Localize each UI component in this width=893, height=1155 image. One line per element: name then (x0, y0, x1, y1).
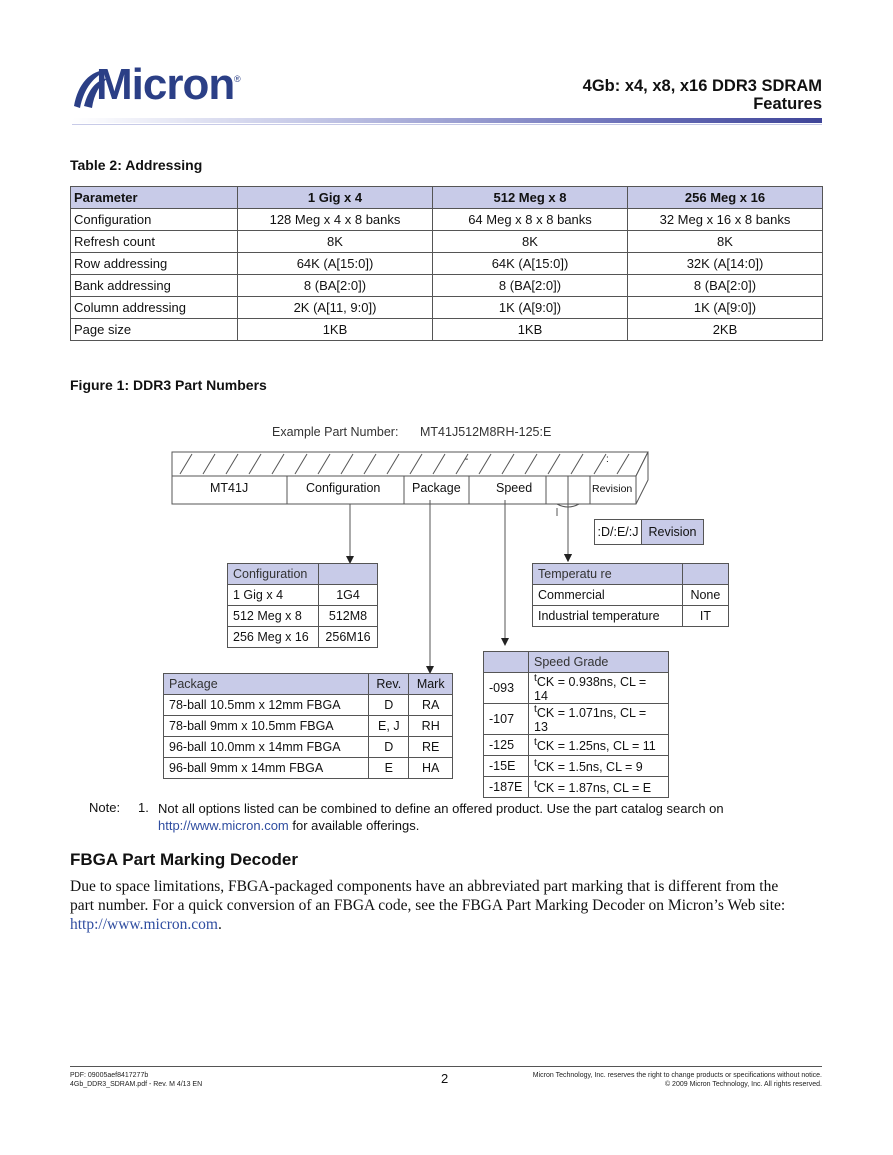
speed-spec: CK = 1.25ns, CL = 11 (536, 739, 656, 754)
logo-registered-mark: ® (234, 74, 241, 84)
table-row (484, 704, 669, 735)
table-cell: RA (409, 695, 453, 716)
table-cell: 96-ball 9mm x 14mm FBGA (164, 758, 369, 779)
paragraph-line (70, 915, 830, 934)
table-cell (529, 704, 669, 735)
note-text-before: Not all options listed can be combined to define an offered product. Use the part catalog search on (158, 801, 724, 816)
table-cell: 32 Meg x 16 x 8 banks (628, 209, 823, 231)
speed-spec: CK = 1.071ns, CL = 13 (534, 706, 647, 735)
table-row (484, 735, 669, 756)
column-header: Rev. (369, 674, 409, 695)
table-row (228, 585, 378, 606)
table-cell: None (682, 585, 728, 606)
table-row (71, 231, 823, 253)
table-cell: 256M16 (319, 627, 378, 648)
revision-codes: :D/:E/:J (595, 520, 642, 544)
table-row (484, 756, 669, 777)
column-header: 256 Meg x 16 (628, 187, 823, 209)
strip-revision: Revision (592, 483, 633, 495)
table-row (71, 275, 823, 297)
table-row (164, 737, 453, 758)
speed-spec: CK = 1.87ns, CL = E (536, 781, 652, 796)
temperature-table (532, 563, 729, 627)
table-row (164, 758, 453, 779)
strip-speed: Speed (496, 481, 533, 495)
table-row (228, 606, 378, 627)
column-header: Temperatu re (533, 564, 683, 585)
table-row (533, 585, 729, 606)
table-cell: E (369, 758, 409, 779)
speed-spec: CK = 0.938ns, CL = 14 (534, 675, 647, 704)
table-cell: RE (409, 737, 453, 758)
column-header (319, 564, 378, 585)
table-cell (529, 673, 669, 704)
table-row (484, 673, 669, 704)
table-cell: 8 (BA[2:0]) (433, 275, 628, 297)
table-cell: 78-ball 10.5mm x 12mm FBGA (164, 695, 369, 716)
column-header: 512 Meg x 8 (433, 187, 628, 209)
strip-package: Package (412, 481, 461, 495)
table-row (71, 297, 823, 319)
table-cell: Column addressing (71, 297, 238, 319)
table-cell: 1K (A[9:0]) (628, 297, 823, 319)
table-cell: HA (409, 758, 453, 779)
logo-text: Micron (96, 60, 235, 109)
table-cell (529, 756, 669, 777)
table-cell: D (369, 737, 409, 758)
table-row (71, 253, 823, 275)
footer-filename: 4Gb_DDR3_SDRAM.pdf - Rev. M 4/13 EN (70, 1081, 203, 1088)
table-row (164, 695, 453, 716)
arrow-icon (501, 638, 509, 646)
table-cell: 64K (A[15:0]) (238, 253, 433, 275)
document-title-line1: 4Gb: x4, x8, x16 DDR3 SDRAM (582, 77, 822, 95)
table-cell: 64 Meg x 8 x 8 banks (433, 209, 628, 231)
table-cell: -107 (484, 704, 529, 735)
note-text (158, 800, 798, 834)
header-rule (72, 124, 822, 125)
table-cell: Page size (71, 319, 238, 341)
figure1-caption: Figure 1: DDR3 Part Numbers (70, 377, 267, 393)
micron-logo (70, 60, 250, 114)
configuration-table (227, 563, 378, 648)
connector-lines-2 (560, 500, 590, 570)
header-gradient-bar (72, 118, 822, 123)
note-label: Note: (89, 800, 121, 815)
section-heading: FBGA Part Marking Decoder (70, 850, 298, 869)
example-label: Example Part Number: (272, 425, 399, 439)
table-cell: -187E (484, 777, 529, 798)
column-header: Package (164, 674, 369, 695)
column-header (682, 564, 728, 585)
table-row (164, 716, 453, 737)
column-header: 1 Gig x 4 (238, 187, 433, 209)
package-table (163, 673, 453, 779)
column-header: Speed Grade (529, 652, 669, 673)
note-number: 1. (138, 800, 149, 815)
table-row (228, 627, 378, 648)
table-cell: 2K (A[11, 9:0]) (238, 297, 433, 319)
table-cell: 512 Meg x 8 (228, 606, 319, 627)
table-cell: 8K (433, 231, 628, 253)
table-cell: Industrial temperature (533, 606, 683, 627)
column-header: Configuration (228, 564, 319, 585)
superscript-t: t (534, 673, 537, 684)
footer-left (70, 1071, 202, 1089)
table-header-row (484, 652, 669, 673)
table-header-row (164, 674, 453, 695)
table-cell: Commercial (533, 585, 683, 606)
column-header (484, 652, 529, 673)
table-cell (529, 735, 669, 756)
revision-label: Revision (642, 520, 703, 544)
addressing-table (70, 186, 823, 341)
revision-box (594, 519, 704, 545)
table-cell: Bank addressing (71, 275, 238, 297)
section-link[interactable]: http://www.micron.com (70, 916, 218, 933)
table2-caption: Table 2: Addressing (70, 157, 203, 173)
section-paragraph (70, 877, 830, 934)
table-cell: 32K (A[14:0]) (628, 253, 823, 275)
footer-right (533, 1071, 822, 1089)
table-cell: 64K (A[15:0]) (433, 253, 628, 275)
table-cell: 78-ball 9mm x 10.5mm FBGA (164, 716, 369, 737)
table-cell: D (369, 695, 409, 716)
table-cell: 8 (BA[2:0]) (238, 275, 433, 297)
column-header: Parameter (71, 187, 238, 209)
table-cell: 1KB (433, 319, 628, 341)
table-cell: E, J (369, 716, 409, 737)
footer-notice: Micron Technology, Inc. reserves the right to change products or specifications without notice. (532, 1072, 822, 1079)
table-row (71, 209, 823, 231)
footer-copyright: © 2009 Micron Technology, Inc. All rights reserved. (664, 1081, 822, 1088)
paragraph-line: part number. For a quick conversion of an FBGA code, see the FBGA Part Marking Decoder on Micron’s Web site: (70, 897, 786, 914)
table-header-row (533, 564, 729, 585)
superscript-t: t (534, 758, 537, 770)
table-cell: 256 Meg x 16 (228, 627, 319, 648)
strip-configuration: Configuration (306, 481, 381, 495)
footer-rule (70, 1066, 822, 1067)
strip-mt41j: MT41J (210, 481, 249, 495)
speed-spec: CK = 1.5ns, CL = 9 (536, 760, 643, 775)
table-cell: -15E (484, 756, 529, 777)
table-cell: Configuration (71, 209, 238, 231)
footer-pdf-id: PDF: 09005aef8417277b (70, 1072, 149, 1079)
superscript-t: t (534, 779, 537, 791)
example-part-number: MT41J512M8RH-125:E (420, 425, 552, 439)
table-cell: 1 Gig x 4 (228, 585, 319, 606)
document-title (583, 77, 822, 113)
table-cell (529, 777, 669, 798)
table-cell: 96-ball 10.0mm x 14mm FBGA (164, 737, 369, 758)
table-cell: -093 (484, 673, 529, 704)
strip-dash: - (465, 454, 469, 465)
superscript-t: t (534, 737, 537, 749)
table-cell: RH (409, 716, 453, 737)
arrow-icon (564, 554, 572, 562)
note-text-after: for available offerings. (292, 818, 420, 833)
table-header-row (228, 564, 378, 585)
table-cell: Row addressing (71, 253, 238, 275)
column-header: Mark (409, 674, 453, 695)
table-cell: 8 (BA[2:0]) (628, 275, 823, 297)
table-cell: IT (682, 606, 728, 627)
table-cell: 1K (A[9:0]) (433, 297, 628, 319)
table-cell: 8K (238, 231, 433, 253)
document-title-line2: Features (753, 95, 822, 113)
table-cell: 1G4 (319, 585, 378, 606)
table-row (484, 777, 669, 798)
table-header-row (71, 187, 823, 209)
table-row (533, 606, 729, 627)
superscript-t: t (534, 704, 537, 716)
table-row (71, 319, 823, 341)
link-suffix: . (217, 916, 222, 933)
table-cell: 512M8 (319, 606, 378, 627)
table-cell: 1KB (238, 319, 433, 341)
strip-colon: : (606, 454, 609, 465)
table-cell: 2KB (628, 319, 823, 341)
table-cell: 128 Meg x 4 x 8 banks (238, 209, 433, 231)
paragraph-line: Due to space limitations, FBGA-packaged components have an abbreviated part marking that is different from the (70, 878, 779, 895)
page-number: 2 (441, 1071, 449, 1086)
table-cell: -125 (484, 735, 529, 756)
table-cell: Refresh count (71, 231, 238, 253)
note-link[interactable]: http://www.micron.com (158, 818, 289, 833)
table-cell: 8K (628, 231, 823, 253)
speed-grade-table (483, 651, 669, 798)
